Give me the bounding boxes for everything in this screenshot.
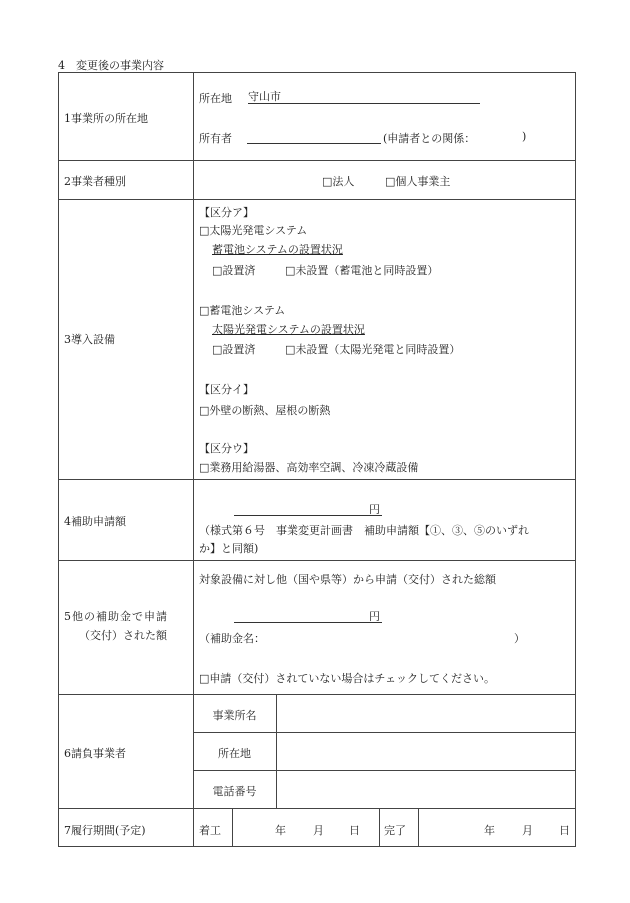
- subsidy-name-label: （補助金名：: [199, 632, 265, 645]
- owner-label: 所有者: [199, 132, 232, 145]
- row-label-equipment: 3導入設備: [64, 333, 115, 346]
- checkbox-insulation[interactable]: □外壁の断熱、屋根の断熱: [199, 404, 331, 417]
- checkbox-battery[interactable]: □蓄電池システム: [199, 304, 286, 317]
- row-divider: [58, 560, 576, 561]
- row-label-other-subsidy-line2: （交付）された額: [79, 629, 167, 642]
- section-heading: 4 変更後の事業内容: [58, 59, 164, 72]
- checkbox-corporation[interactable]: □法人: [322, 175, 355, 188]
- period-divider: [379, 808, 380, 847]
- kubun-i: 【区分イ】: [199, 383, 254, 396]
- row-label-other-subsidy-line1: 5他の補助金で申請: [64, 610, 168, 623]
- other-subsidy-amount-field[interactable]: [234, 608, 382, 623]
- checkbox-business-equipment[interactable]: □業務用給湯器、高効率空調、冷凍冷蔵設備: [199, 461, 419, 474]
- subsidy-note-line1: （様式第６号 事業変更計画書 補助申請額【①、③、⑤のいずれ: [199, 524, 529, 537]
- kubun-a: 【区分ア】: [199, 206, 254, 219]
- row-divider: [58, 199, 576, 200]
- relation-label: (申請者との関係：: [383, 132, 476, 145]
- kubun-u: 【区分ウ】: [199, 442, 254, 455]
- row-label-contractor: 6請負事業者: [64, 747, 126, 760]
- solar-status-title: 太陽光発電システムの設置状況: [212, 323, 365, 336]
- end-year-unit: 年: [484, 824, 495, 837]
- end-month-unit: 月: [522, 824, 533, 837]
- table-border-left: [58, 72, 59, 847]
- contractor-phone-field[interactable]: [277, 771, 575, 808]
- battery-status-title: 蓄電池システムの設置状況: [212, 243, 343, 256]
- location-value: 守山市: [248, 90, 281, 103]
- table-border-bottom: [58, 846, 576, 847]
- other-subsidy-description: 対象設備に対し他（国や県等）から申請（交付）された総額: [199, 573, 496, 586]
- row-divider: [58, 160, 576, 161]
- column-divider: [193, 72, 194, 847]
- subsidy-name-close: ）: [514, 632, 525, 645]
- start-month-unit: 月: [313, 824, 324, 837]
- row-label-business-type: 2事業者種別: [64, 175, 126, 188]
- start-day-unit: 日: [349, 824, 360, 837]
- owner-field[interactable]: [247, 129, 381, 144]
- checkbox-battery-not-installed[interactable]: □未設置（蓄電池と同時設置）: [285, 264, 439, 277]
- checkbox-battery-installed[interactable]: □設置済: [212, 264, 256, 277]
- end-date-field[interactable]: [419, 809, 575, 846]
- yen-unit: 円: [369, 610, 380, 623]
- contractor-location-field[interactable]: [277, 733, 575, 770]
- start-label: 着工: [199, 824, 221, 837]
- subsidy-amount-field[interactable]: [234, 501, 382, 516]
- end-label: 完了: [384, 824, 406, 837]
- checkbox-solar-installed[interactable]: □設置済: [212, 343, 256, 356]
- table-border-top: [58, 72, 576, 73]
- contractor-office-name-field[interactable]: [277, 695, 575, 732]
- start-year-unit: 年: [275, 824, 286, 837]
- location-label: 所在地: [199, 92, 232, 105]
- contractor-phone-label: 電話番号: [212, 785, 257, 798]
- checkbox-solar[interactable]: □太陽光発電システム: [199, 224, 308, 237]
- checkbox-solar-not-installed[interactable]: □未設置（太陽光発電と同時設置）: [285, 343, 461, 356]
- table-border-right: [575, 72, 576, 847]
- checkbox-not-applied[interactable]: □申請（交付）されていない場合はチェックしてください。: [199, 672, 496, 685]
- row-divider: [58, 479, 576, 480]
- end-day-unit: 日: [559, 824, 570, 837]
- contractor-office-name-label: 事業所名: [212, 709, 257, 722]
- subsidy-note-line2: か】と同額): [199, 542, 259, 555]
- relation-close: ): [522, 130, 527, 143]
- checkbox-individual[interactable]: □個人事業主: [385, 175, 451, 188]
- row-label-location: 1事業所の所在地: [64, 112, 148, 125]
- yen-unit: 円: [369, 503, 380, 516]
- contractor-location-label: 所在地: [218, 747, 251, 760]
- location-field[interactable]: [248, 88, 480, 104]
- row-label-subsidy-amount: 4補助申請額: [64, 515, 126, 528]
- row-label-period: 7履行期間(予定): [64, 824, 146, 837]
